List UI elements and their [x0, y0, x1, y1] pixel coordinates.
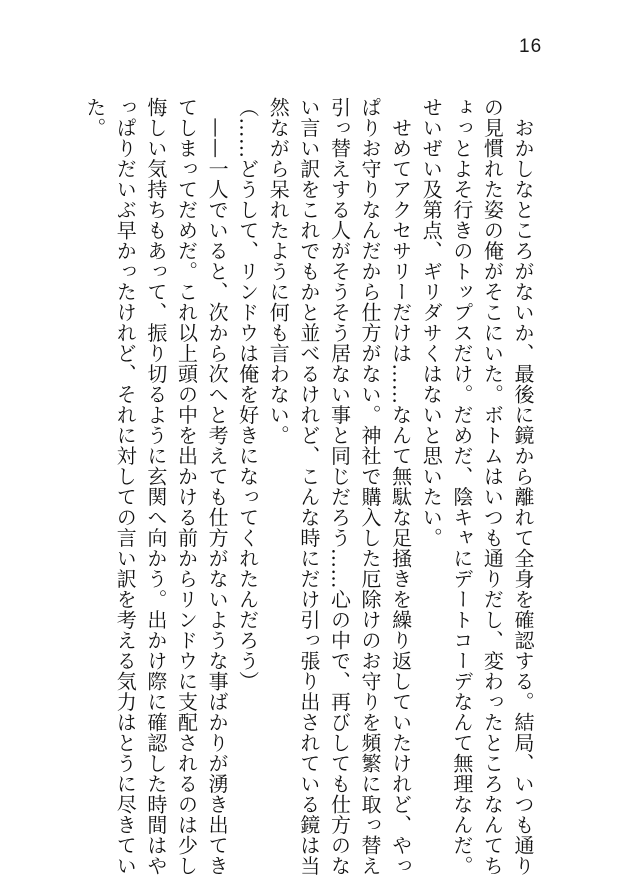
text-line: 然ながら呆れたように何も言わない。: [266, 97, 291, 446]
text-line: 引っ替えする人がそうそう居ない事と同じだろう……心の中で、再びしても仕方のな: [327, 97, 352, 876]
text-line: ぱりお守りなんだから仕方がない。神社で購入した厄除けのお守りを頻繁に取っ替え: [358, 97, 383, 876]
text-line: た。: [82, 97, 107, 138]
text-line: せいぜい及第点、ギリダサくはないと思いたい。: [419, 97, 444, 548]
text-line: せめてアクセサリーだけは……なんて無駄な足掻きを繰り返していたけれど、やっ: [388, 97, 413, 876]
text-line: ——一人でいると、次から次へと考えても仕方がないような事ばかりが湧き出てき: [205, 97, 230, 876]
text-line: ょっとよそ行きのトップスだけ。だめだ、陰キャにデートコーデなんて無理なんだ。: [449, 97, 474, 876]
page-number: 16: [519, 36, 543, 57]
text-line: てしまってだめだ。これ以上頭の中を出かける前からリンドウに支配されるのは少し: [174, 97, 199, 876]
text-line: 悔しい気持ちもあって、振り切るように玄関へ向かう。出かけ際に確認した時間はや: [143, 97, 168, 876]
text-line: （……どうして、リンドウは俺を好きになってくれたんだろう）: [235, 97, 260, 692]
vertical-text-body: [79, 97, 538, 876]
text-line: の見慣れた姿の俺がそこにいた。ボトムはいつも通りだし、変わったところなんてち: [480, 97, 505, 876]
text-line: っぱりだいぶ早かったけれど、それに対しての言い訳を考える気力はとうに尽きてい: [113, 97, 138, 876]
text-line: い言い訳をこれでもかと並べるけれど、こんな時にだけ引っ張り出されている鏡は当: [296, 97, 321, 876]
text-line: おかしなところがないか、最後に鏡から離れて全身を確認する。結局、いつも通り: [511, 97, 535, 876]
